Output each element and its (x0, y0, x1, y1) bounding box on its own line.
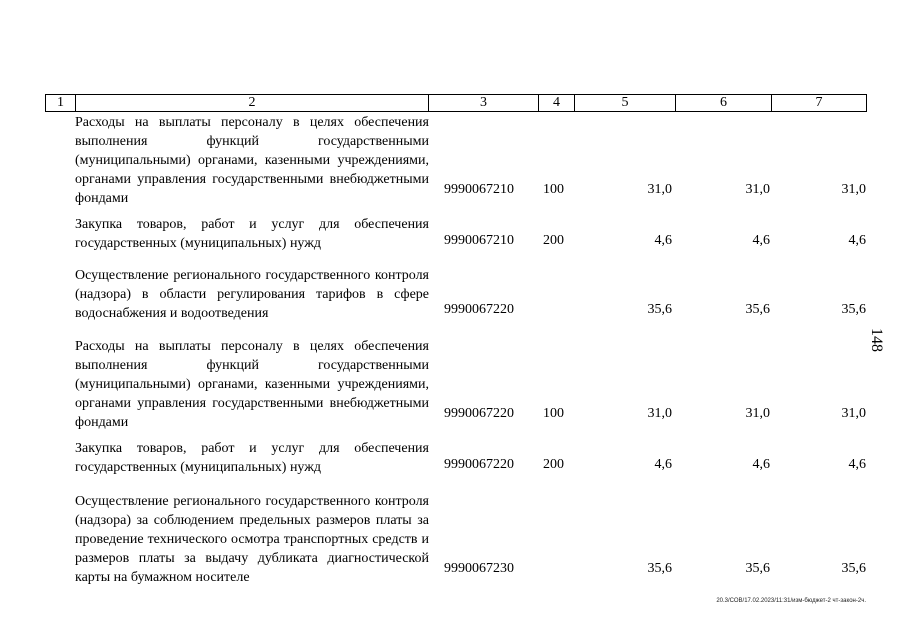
row-amount-3: 31,0 (841, 182, 866, 197)
row-amount-3: 35,6 (841, 561, 866, 576)
row-target-code: 9990067210 (444, 182, 514, 197)
row-amount-1: 4,6 (654, 457, 672, 472)
column-number-4: 4 (539, 95, 575, 112)
row-amount-2: 31,0 (745, 182, 770, 197)
row-amount-1: 35,6 (647, 561, 672, 576)
page-number: 148 (868, 328, 885, 352)
row-target-code: 9990067220 (444, 302, 514, 317)
row-amount-2: 35,6 (745, 302, 770, 317)
column-number-6: 6 (676, 95, 772, 112)
column-number-2: 2 (76, 95, 429, 112)
row-description: Закупка товаров, работ и услуг для обеспечения государственных (муниципальных) нужд (75, 441, 429, 475)
row-description: Расходы на выплаты персоналу в целях обеспечения выполнения функций государственными (муниципальными) органами, казенными учреждениями, органами управления государственными внебюджетными фондами (75, 339, 429, 430)
row-amount-1: 31,0 (647, 406, 672, 421)
row-amount-2: 35,6 (745, 561, 770, 576)
row-expense-type: 100 (543, 182, 564, 197)
row-amount-1: 31,0 (647, 182, 672, 197)
row-target-code: 9990067220 (444, 457, 514, 472)
row-amount-2: 4,6 (752, 457, 770, 472)
column-number-5: 5 (575, 95, 676, 112)
row-expense-type: 200 (543, 233, 564, 248)
row-amount-2: 4,6 (752, 233, 770, 248)
column-number-3: 3 (429, 95, 539, 112)
column-header-table (45, 94, 867, 112)
footer-note: 20.3/СОВ/17.02.2023/11:31/изм-бюджет-2 чт-закон-2ч. (716, 598, 866, 604)
row-amount-2: 31,0 (745, 406, 770, 421)
row-description: Осуществление регионального государственного контроля (надзора) в области регулирования тарифов в сфере водоснабжения и водоотведения (75, 268, 429, 321)
column-number-7: 7 (772, 95, 867, 112)
row-amount-3: 4,6 (848, 457, 866, 472)
row-amount-1: 35,6 (647, 302, 672, 317)
row-target-code: 9990067210 (444, 233, 514, 248)
row-description: Осуществление регионального государственного контроля (надзора) за соблюдением предельных размеров платы за проведение технического осмотра транспортных средств и размеров платы за выдачу дубликата диагностической карты на бумажном носителе (75, 494, 429, 585)
row-amount-3: 35,6 (841, 302, 866, 317)
row-amount-1: 4,6 (654, 233, 672, 248)
row-expense-type: 200 (543, 457, 564, 472)
column-header-row (46, 95, 867, 112)
row-amount-3: 31,0 (841, 406, 866, 421)
row-target-code: 9990067220 (444, 406, 514, 421)
row-description: Закупка товаров, работ и услуг для обеспечения государственных (муниципальных) нужд (75, 217, 429, 251)
row-target-code: 9990067230 (444, 561, 514, 576)
column-number-1: 1 (46, 95, 76, 112)
row-expense-type: 100 (543, 406, 564, 421)
row-description: Расходы на выплаты персоналу в целях обеспечения выполнения функций государственными (муниципальными) органами, казенными учреждениями, органами управления государственными внебюджетными фондами (75, 115, 429, 206)
row-amount-3: 4,6 (848, 233, 866, 248)
